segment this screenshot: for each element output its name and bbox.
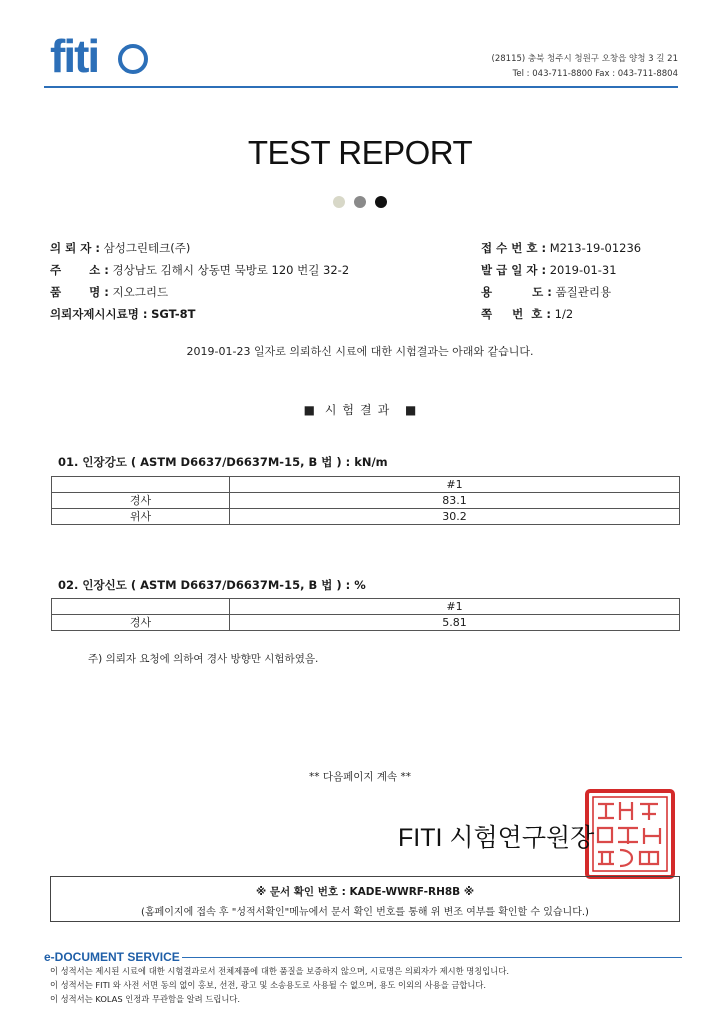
disclaimer-line: 이 성적서는 KOLAS 인정과 무관함을 알려 드립니다. (50, 994, 241, 1004)
info-value: 경상남도 김해시 상동면 묵방로 120 번길 32-2 (112, 263, 350, 277)
section-heading-text: 시험결과 (324, 403, 396, 417)
verification-description: (홈페이지에 접속 후 "성적서확인"메뉴에서 문서 확인 번호를 통해 위 변조 여부를 확인할 수 있습니다.) (141, 907, 589, 918)
info-receipt-number (481, 241, 641, 255)
info-label: 의 뢰 자 : (50, 241, 100, 255)
table-cell: 경사 (52, 493, 230, 509)
page-title: TEST REPORT (247, 134, 473, 171)
svg-text:fiti: fiti (50, 32, 99, 80)
square-icon: ■ (405, 403, 417, 417)
info-label: 용 도 : (481, 285, 552, 299)
info-page-number (481, 307, 573, 321)
table-cell: #1 (230, 477, 680, 493)
disclaimer-line: 이 성적서는 제시된 시료에 대한 시험결과로서 전체제품에 대한 품질을 보증하지 않으며, 시료명은 의뢰자가 제시한 명칭입니다. (50, 966, 509, 976)
info-value: 품질관리용 (555, 285, 612, 299)
table-cell: 30.2 (230, 509, 680, 525)
table-header-row (52, 477, 680, 493)
info-value: SGT-8T (151, 307, 196, 321)
header-divider (44, 86, 678, 88)
info-value: 1/2 (554, 307, 574, 321)
info-client (50, 241, 190, 255)
info-label: 의뢰자제시시료명 : (50, 307, 148, 321)
header-contact: Tel : 043-711-8800 Fax : 043-711-8804 (512, 69, 678, 79)
table-row (52, 615, 680, 631)
info-purpose (481, 285, 611, 299)
table-cell: 경사 (52, 615, 230, 631)
test-title-tensile-strength: 01. 인장강도 ( ASTM D6637/D6637M-15, B 법 ) : kN/m (58, 455, 388, 469)
disclaimer-line: 이 성적서는 FITI 와 사전 서면 동의 없이 홍보, 선전, 광고 및 소송용도로 사용될 수 없으며, 용도 이외의 사용을 금합니다. (50, 980, 487, 990)
document-verification-box (50, 876, 680, 922)
result-table-elongation (51, 598, 680, 631)
dot-light (333, 196, 345, 208)
table-cell: 83.1 (230, 493, 680, 509)
title-dots (0, 196, 720, 208)
director-signature: FITI 시험연구원장 (398, 824, 595, 852)
table-cell: #1 (230, 599, 680, 615)
official-seal-icon (584, 788, 676, 880)
test-title-elongation: 02. 인장신도 ( ASTM D6637/D6637M-15, B 법 ) : % (58, 578, 366, 592)
dot-dark (375, 196, 387, 208)
table-cell: 위사 (52, 509, 230, 525)
table-row (52, 509, 680, 525)
table-row (52, 493, 680, 509)
info-issue-date (481, 263, 617, 277)
table-cell (52, 599, 230, 615)
square-icon: ■ (303, 403, 315, 417)
section-heading (0, 401, 720, 418)
header-address: (28115) 충북 청주시 청원구 오창읍 양청 3 길 21 (491, 54, 678, 64)
intro-text: 2019-01-23 일자로 의뢰하신 시료에 대한 시험결과는 아래와 같습니다. (186, 345, 534, 358)
footnote: 주) 의뢰자 요청에 의하여 경사 방향만 시험하였음. (88, 653, 319, 665)
header-address-block (492, 52, 678, 82)
table-cell: 5.81 (230, 615, 680, 631)
footer-divider (182, 957, 682, 958)
info-product (50, 285, 168, 299)
info-label: 품 명 : (50, 285, 109, 299)
table-cell (52, 477, 230, 493)
result-table-tensile-strength (51, 476, 680, 525)
fiti-logo (50, 32, 165, 80)
info-label: 주 소 : (50, 263, 109, 277)
info-sample-name (50, 307, 195, 321)
info-value: 삼성그린테크(주) (103, 241, 191, 255)
info-value: 지오그리드 (112, 285, 169, 299)
info-label: 쪽 번 호 : (481, 307, 551, 321)
info-label: 접 수 번 호 : (481, 241, 547, 255)
verification-number: ※ 문서 확인 번호 : KADE-WWRF-RH8B ※ (255, 886, 475, 898)
continued-notice: ** 다음페이지 계속 ** (308, 771, 411, 783)
e-document-service-title: e-DOCUMENT SERVICE (44, 950, 180, 964)
info-value: 2019-01-31 (549, 263, 617, 277)
table-header-row (52, 599, 680, 615)
dot-mid (354, 196, 366, 208)
info-label: 발 급 일 자 : (481, 263, 547, 277)
info-address (50, 263, 349, 277)
info-value: M213-19-01236 (549, 241, 642, 255)
